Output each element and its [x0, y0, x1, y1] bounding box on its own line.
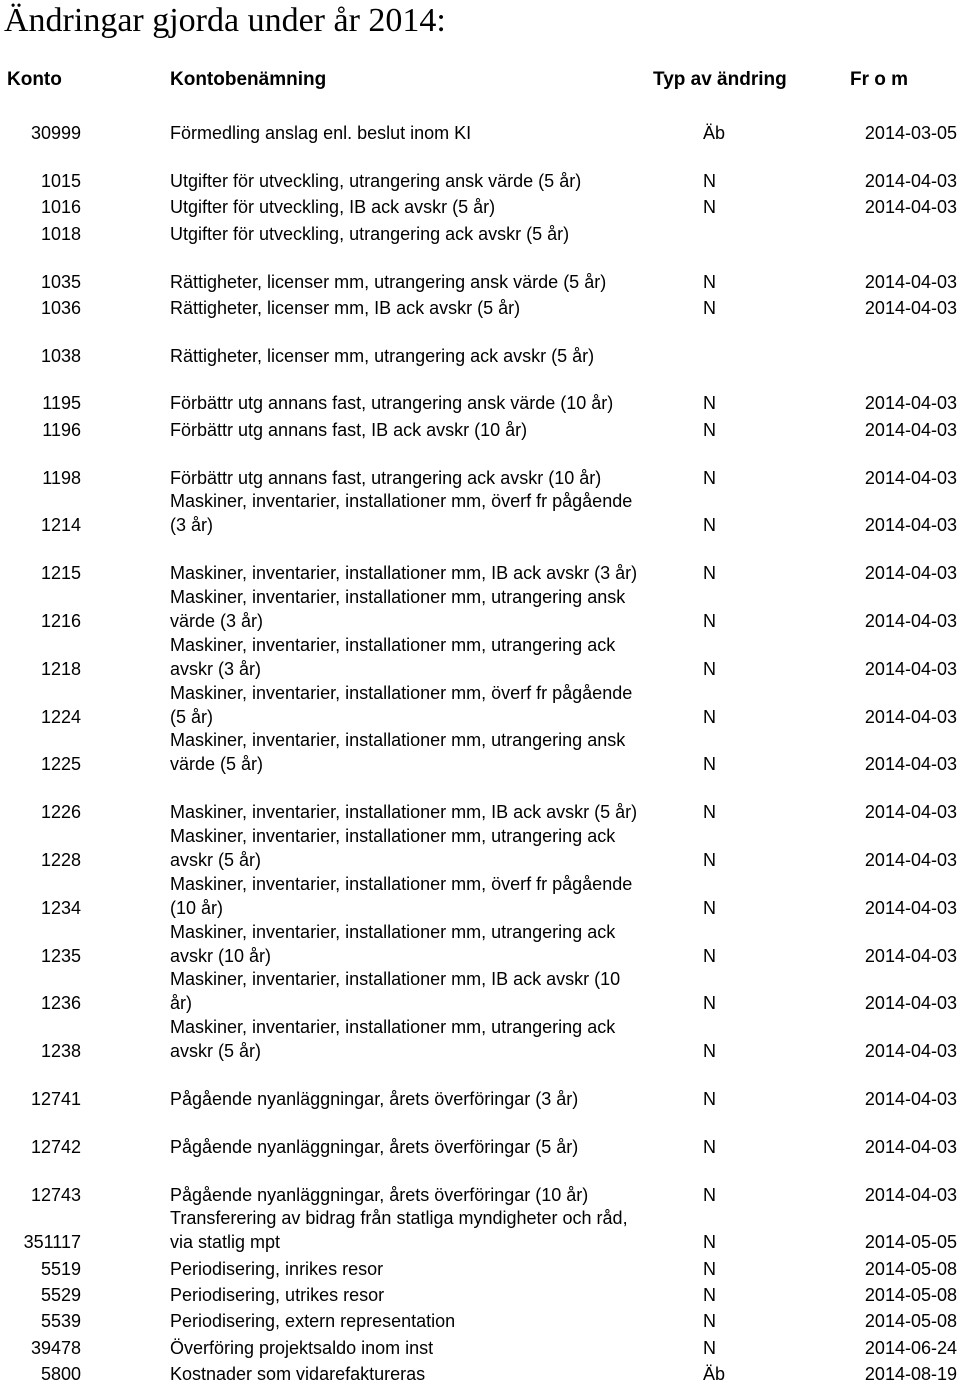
table-row — [0, 921, 960, 969]
change-type: N — [703, 393, 716, 414]
account-name: Maskiner, inventarier, installationer mm, IB ack avskr (10 år) — [170, 969, 621, 1014]
account-number: 1216 — [40, 610, 81, 631]
account-name: Maskiner, inventarier, installationer mm, utrangering ack avskr (5 år) — [170, 1017, 616, 1062]
table-row — [0, 968, 960, 1016]
change-type: N — [703, 467, 716, 488]
change-type: N — [703, 1041, 716, 1062]
effective-date: 2014-05-08 — [864, 1258, 957, 1279]
account-name: Maskiner, inventarier, installationer mm, överf fr pågående (3 år) — [170, 491, 633, 536]
effective-date: 2014-04-03 — [864, 1136, 957, 1157]
account-name: Överföring projektsaldo inom inst — [170, 1337, 434, 1358]
effective-date: 2014-04-03 — [864, 419, 957, 440]
change-type: N — [703, 297, 716, 318]
effective-date: 2014-04-03 — [864, 754, 957, 775]
change-type: N — [703, 515, 716, 536]
change-type: N — [703, 563, 716, 584]
table-row — [0, 634, 960, 682]
account-number: 30999 — [30, 123, 81, 144]
account-number: 12742 — [30, 1136, 81, 1157]
account-name: Maskiner, inventarier, installationer mm, utrangering ack avskr (3 år) — [170, 634, 616, 679]
change-type: N — [703, 897, 716, 918]
account-number: 1015 — [40, 171, 81, 192]
table-row — [0, 1064, 960, 1112]
account-number: 1035 — [40, 271, 81, 292]
effective-date: 2014-04-03 — [864, 802, 957, 823]
table-row — [0, 729, 960, 777]
change-type: N — [703, 1284, 716, 1305]
table-row — [0, 1112, 960, 1160]
account-number: 5529 — [40, 1284, 81, 1305]
account-number: 1038 — [40, 345, 81, 366]
account-number: 1225 — [40, 754, 81, 775]
change-type: N — [703, 271, 716, 292]
table-row — [0, 120, 960, 146]
page-title: Ändringar gjorda under år 2014: — [4, 2, 446, 39]
table-row — [0, 1360, 960, 1386]
account-number: 12743 — [30, 1184, 81, 1205]
effective-date: 2014-04-03 — [864, 658, 957, 679]
effective-date: 2014-04-03 — [864, 171, 957, 192]
effective-date: 2014-08-19 — [864, 1363, 957, 1384]
effective-date: 2014-04-03 — [864, 563, 957, 584]
change-type: N — [703, 754, 716, 775]
account-name: Maskiner, inventarier, installationer mm, utrangering ansk värde (3 år) — [170, 587, 626, 631]
account-name: Maskiner, inventarier, installationer mm, IB ack avskr (3 år) — [170, 563, 638, 584]
table-row — [0, 1016, 960, 1064]
account-number: 1018 — [40, 223, 81, 244]
table-row — [0, 825, 960, 873]
column-header-kontobenamning: Kontobenämning — [170, 69, 327, 90]
effective-date: 2014-05-08 — [864, 1311, 957, 1332]
effective-date: 2014-04-03 — [864, 610, 957, 631]
table-row — [0, 146, 960, 194]
effective-date: 2014-03-05 — [864, 123, 957, 144]
table-row — [0, 1255, 960, 1281]
account-name: Utgifter för utveckling, utrangering ack avskr (5 år) — [170, 223, 570, 244]
table-row — [0, 194, 960, 220]
effective-date: 2014-04-03 — [864, 1088, 957, 1109]
change-type: N — [703, 1136, 716, 1157]
account-number: 1198 — [42, 467, 81, 488]
change-type: N — [703, 706, 716, 727]
change-type: N — [703, 658, 716, 679]
table-row — [0, 321, 960, 369]
account-number: 1218 — [40, 658, 81, 679]
account-name: Kostnader som vidarefaktureras — [170, 1363, 426, 1384]
account-number: 1236 — [40, 993, 81, 1014]
account-name: Pågående nyanläggningar, årets överföringar (5 år) — [170, 1136, 579, 1157]
account-number: 1036 — [40, 297, 81, 318]
column-header-konto: Konto — [7, 69, 62, 90]
table-row — [0, 1160, 960, 1208]
account-name: Rättigheter, licenser mm, utrangering ansk värde (5 år) — [170, 271, 607, 292]
table-row — [0, 294, 960, 320]
account-name: Rättigheter, licenser mm, IB ack avskr (5 år) — [170, 297, 521, 318]
table-row — [0, 1334, 960, 1360]
effective-date: 2014-04-03 — [864, 515, 957, 536]
table-row — [0, 1308, 960, 1334]
effective-date: 2014-04-03 — [864, 897, 957, 918]
effective-date: 2014-04-03 — [864, 945, 957, 966]
account-name: Maskiner, inventarier, installationer mm, utrangering ansk värde (5 år) — [170, 730, 626, 775]
account-name: Förmedling anslag enl. beslut inom KI — [170, 123, 472, 144]
account-number: 1214 — [40, 515, 81, 536]
account-number: 39478 — [30, 1337, 81, 1358]
effective-date: 2014-04-03 — [864, 467, 957, 488]
table-row — [0, 369, 960, 417]
change-type: N — [703, 197, 716, 218]
change-type: N — [703, 1088, 716, 1109]
effective-date: 2014-04-03 — [864, 271, 957, 292]
table-row — [0, 586, 960, 634]
change-type: N — [703, 171, 716, 192]
account-name: Förbättr utg annans fast, utrangering ack avskr (10 år) — [170, 467, 602, 488]
account-name: Förbättr utg annans fast, IB ack avskr (10 år) — [170, 419, 528, 440]
change-type: N — [703, 849, 716, 870]
account-number: 1215 — [40, 563, 81, 584]
account-name: Förbättr utg annans fast, utrangering ansk värde (10 år) — [170, 393, 614, 414]
effective-date: 2014-04-03 — [864, 1184, 957, 1205]
account-number: 1224 — [40, 706, 81, 727]
account-name: Pågående nyanläggningar, årets överföringar (10 år) — [170, 1184, 589, 1205]
change-type: N — [703, 993, 716, 1014]
account-name: Maskiner, inventarier, installationer mm, IB ack avskr (5 år) — [170, 802, 638, 823]
account-number: 1238 — [40, 1041, 81, 1062]
account-number: 5800 — [40, 1363, 81, 1384]
change-type: Äb — [703, 123, 726, 144]
change-type: N — [703, 1232, 716, 1253]
account-number: 1228 — [40, 849, 81, 870]
account-name: Utgifter för utveckling, utrangering ansk värde (5 år) — [170, 171, 582, 192]
table-row — [0, 682, 960, 730]
account-number: 5539 — [40, 1311, 81, 1332]
effective-date: 2014-05-05 — [864, 1232, 957, 1253]
change-type: N — [703, 1311, 716, 1332]
account-number: 5519 — [40, 1258, 81, 1279]
account-name: Periodisering, extern representation — [170, 1311, 456, 1332]
effective-date: 2014-04-03 — [864, 393, 957, 414]
effective-date: 2014-04-03 — [864, 197, 957, 218]
account-name: Maskiner, inventarier, installationer mm, överf fr pågående (5 år) — [170, 682, 633, 727]
account-name: Periodisering, utrikes resor — [170, 1284, 385, 1305]
table-row — [0, 873, 960, 921]
account-name: Transferering av bidrag från statliga myndigheter och råd, via statlig mpt — [170, 1208, 628, 1253]
table-row — [0, 416, 960, 442]
change-type: N — [703, 945, 716, 966]
account-name: Periodisering, inrikes resor — [170, 1258, 384, 1279]
effective-date: 2014-04-03 — [864, 849, 957, 870]
table-row — [0, 443, 960, 491]
effective-date: 2014-04-03 — [864, 706, 957, 727]
account-number: 12741 — [30, 1088, 81, 1109]
table-row — [0, 220, 960, 246]
change-table — [0, 120, 960, 1387]
account-number: 1226 — [40, 802, 81, 823]
account-number: 1195 — [42, 393, 81, 414]
change-type: N — [703, 610, 716, 631]
change-type: N — [703, 1258, 716, 1279]
account-number: 1196 — [42, 419, 81, 440]
table-row — [0, 1282, 960, 1308]
account-number: 351117 — [23, 1232, 81, 1253]
table-row — [0, 1207, 960, 1255]
account-name: Maskiner, inventarier, installationer mm, överf fr pågående (10 år) — [170, 873, 633, 918]
effective-date: 2014-04-03 — [864, 993, 957, 1014]
table-row — [0, 247, 960, 295]
account-number: 1235 — [40, 945, 81, 966]
account-number: 1016 — [40, 197, 81, 218]
change-type: N — [703, 1337, 716, 1358]
change-type: N — [703, 802, 716, 823]
account-name: Maskiner, inventarier, installationer mm, utrangering ack avskr (10 år) — [170, 921, 616, 966]
column-header-typ: Typ av ändring — [653, 69, 787, 90]
effective-date: 2014-04-03 — [864, 1041, 957, 1062]
table-row — [0, 490, 960, 538]
column-header-from: Fr o m — [850, 69, 909, 90]
effective-date: 2014-05-08 — [864, 1284, 957, 1305]
account-name: Maskiner, inventarier, installationer mm, utrangering ack avskr (5 år) — [170, 826, 616, 870]
change-type: N — [703, 1184, 716, 1205]
account-name: Utgifter för utveckling, IB ack avskr (5 år) — [170, 197, 496, 218]
change-type: Äb — [703, 1363, 726, 1384]
table-row — [0, 777, 960, 825]
table-row — [0, 538, 960, 586]
effective-date: 2014-06-24 — [864, 1337, 957, 1358]
account-name: Rättigheter, licenser mm, utrangering ack avskr (5 år) — [170, 345, 595, 366]
effective-date: 2014-04-03 — [864, 297, 957, 318]
change-type: N — [703, 419, 716, 440]
account-number: 1234 — [40, 897, 81, 918]
account-name: Pågående nyanläggningar, årets överföringar (3 år) — [170, 1088, 579, 1109]
